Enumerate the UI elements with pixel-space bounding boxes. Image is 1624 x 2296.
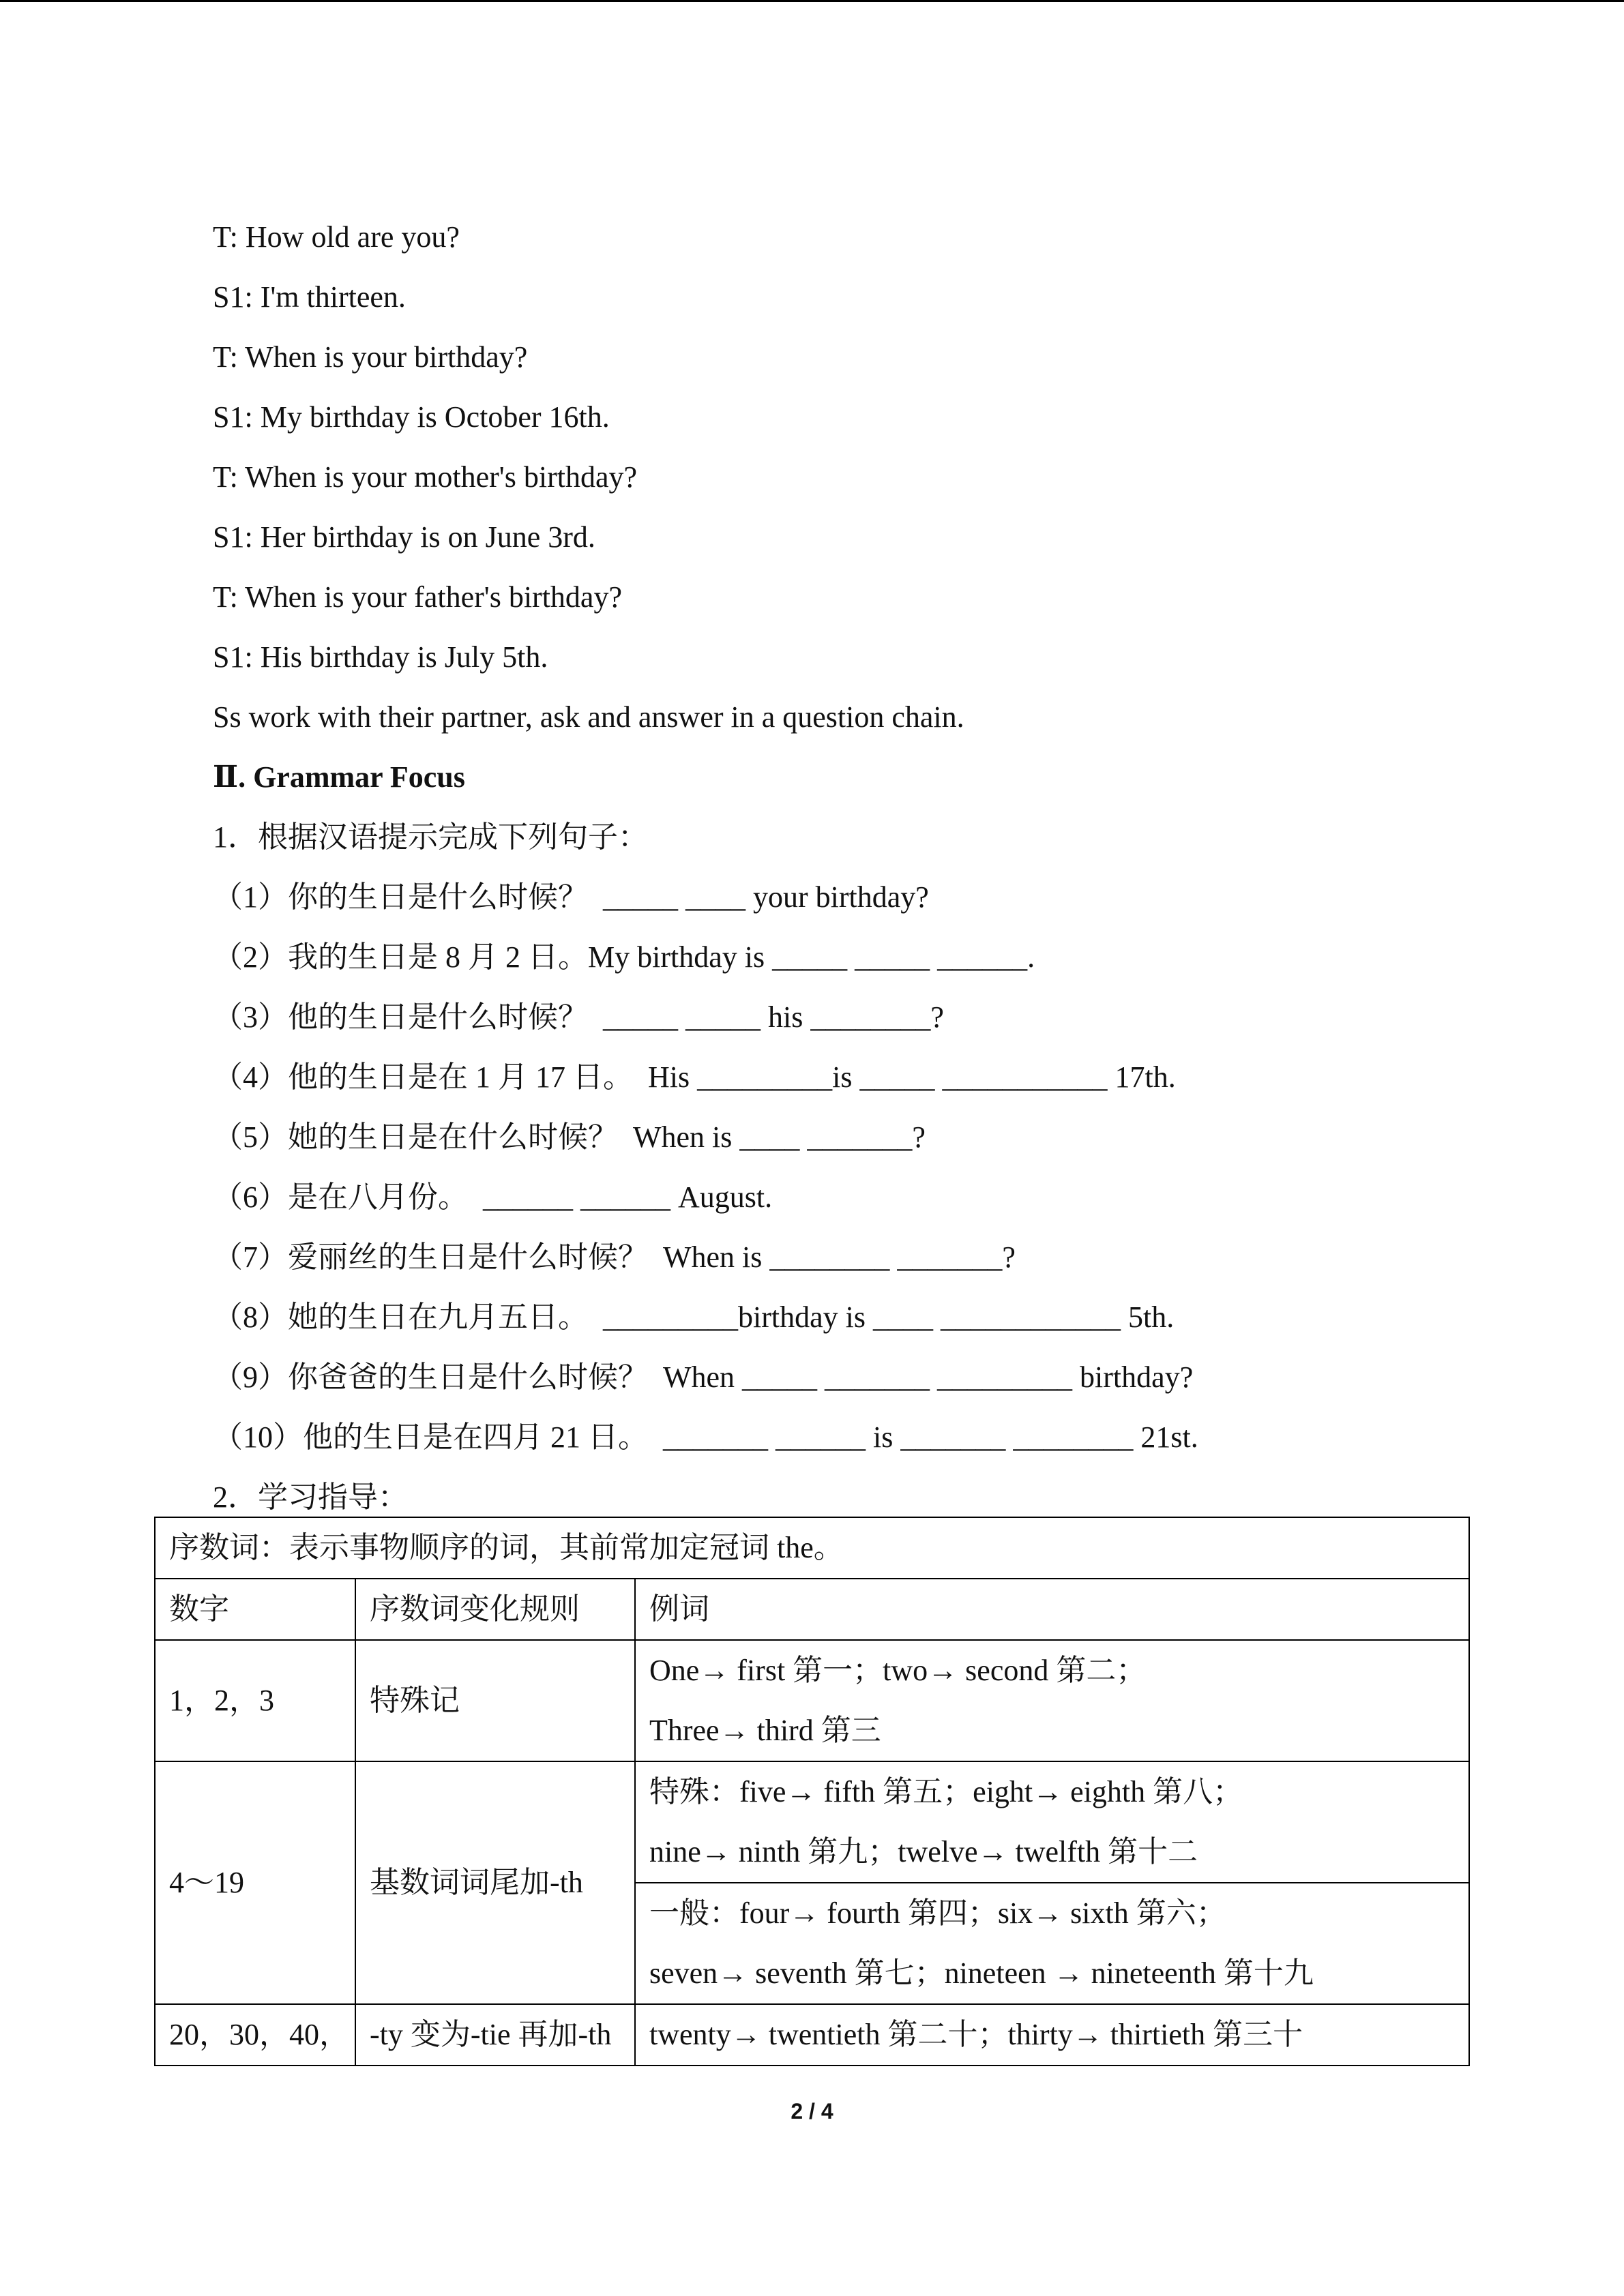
table-row — [155, 1517, 1469, 1579]
table-header-row — [155, 1579, 1469, 1640]
exercise-item: （5）她的生日是在什么时候？ When is ____ _______? — [213, 1120, 926, 1154]
exercise-item: （1）你的生日是什么时候？ _____ ____ your birthday? — [213, 880, 929, 914]
dialogue-line: T: When is your mother's birthday? — [213, 460, 638, 494]
exercise-item: （9）你爸爸的生日是什么时候？ When _____ _______ _________ birthday? — [213, 1360, 1194, 1394]
dialogue-line: S1: Her birthday is on June 3rd. — [213, 520, 595, 554]
number-cell: 4～19 — [155, 1761, 355, 2004]
exercise-item: （6）是在八月份。 ______ ______ August. — [213, 1180, 773, 1214]
example-line: 特殊：five→ fifth 第五；eight→ eighth 第八； — [649, 1775, 1243, 1808]
dialogue-line: S1: My birthday is October 16th. — [213, 400, 610, 434]
guide-title: 2．学习指导： — [213, 1480, 408, 1514]
example-line: Three→ third 第三 — [649, 1714, 881, 1747]
header-rule: 序数词变化规则 — [355, 1579, 635, 1640]
example-line: nine→ ninth 第九；twelve→ twelfth 第十二 — [649, 1835, 1198, 1868]
dialogue-line: T: When is your father's birthday? — [213, 580, 622, 614]
dialogue-line: T: When is your birthday? — [213, 340, 528, 374]
page-top-border — [0, 0, 1624, 2]
examples-cell — [635, 1640, 1469, 1761]
number-cell: 20，30，40， — [155, 2004, 355, 2066]
example-line: seven→ seventh 第七；nineteen → nineteenth 第十九 — [649, 1956, 1314, 1990]
dialogue-line: S1: I'm thirteen. — [213, 280, 406, 314]
rule-cell: -ty 变为-tie 再加-th — [355, 2004, 635, 2066]
examples-cell-general — [635, 1883, 1469, 2004]
exercise-item: （10）他的生日是在四月 21 日。 _______ ______ is _______ ________ 21st. — [213, 1420, 1198, 1454]
table-intro: 序数词：表示事物顺序的词，其前常加定冠词 the。 — [155, 1517, 1469, 1579]
dialogue-line: T: How old are you? — [213, 220, 460, 254]
exercise-title: 1．根据汉语提示完成下列句子： — [213, 820, 648, 854]
table-row — [155, 1761, 1469, 1883]
number-cell: 1，2，3 — [155, 1640, 355, 1761]
ordinal-guide-table — [154, 1517, 1470, 2066]
examples-cell — [635, 2004, 1469, 2066]
dialogue-line: Ss work with their partner, ask and answer in a question chain. — [213, 700, 964, 734]
rule-cell: 特殊记 — [355, 1640, 635, 1761]
rule-cell: 基数词词尾加-th — [355, 1761, 635, 2004]
header-number: 数字 — [155, 1579, 355, 1640]
exercise-item: （3）他的生日是什么时候？ _____ _____ his ________? — [213, 1000, 944, 1034]
exercise-item: （8）她的生日在九月五日。 _________birthday is ____ ____________ 5th. — [213, 1300, 1175, 1334]
page-number: 2 / 4 — [791, 2099, 833, 2123]
section-heading: Ⅱ. Grammar Focus — [213, 760, 465, 794]
exercise-item: （7）爱丽丝的生日是什么时候？ When is ________ _______? — [213, 1240, 1016, 1274]
table-row — [155, 1640, 1469, 1761]
exercise-item: （2）我的生日是 8 月 2 日。My birthday is _____ _____ ______. — [213, 940, 1035, 974]
example-line: One→ first 第一；two→ second 第二； — [649, 1654, 1147, 1687]
exercise-item: （4）他的生日是在 1 月 17 日。 His _________is _____ ___________ 17th. — [213, 1060, 1176, 1094]
examples-cell-special — [635, 1761, 1469, 1883]
example-line: twenty→ twentieth 第二十；thirty→ thirtieth 第三十 — [649, 2018, 1303, 2051]
header-examples: 例词 — [635, 1579, 1469, 1640]
dialogue-line: S1: His birthday is July 5th. — [213, 640, 548, 674]
example-line: 一般：four→ fourth 第四；six→ sixth 第六； — [649, 1896, 1226, 1930]
table-row — [155, 2004, 1469, 2066]
